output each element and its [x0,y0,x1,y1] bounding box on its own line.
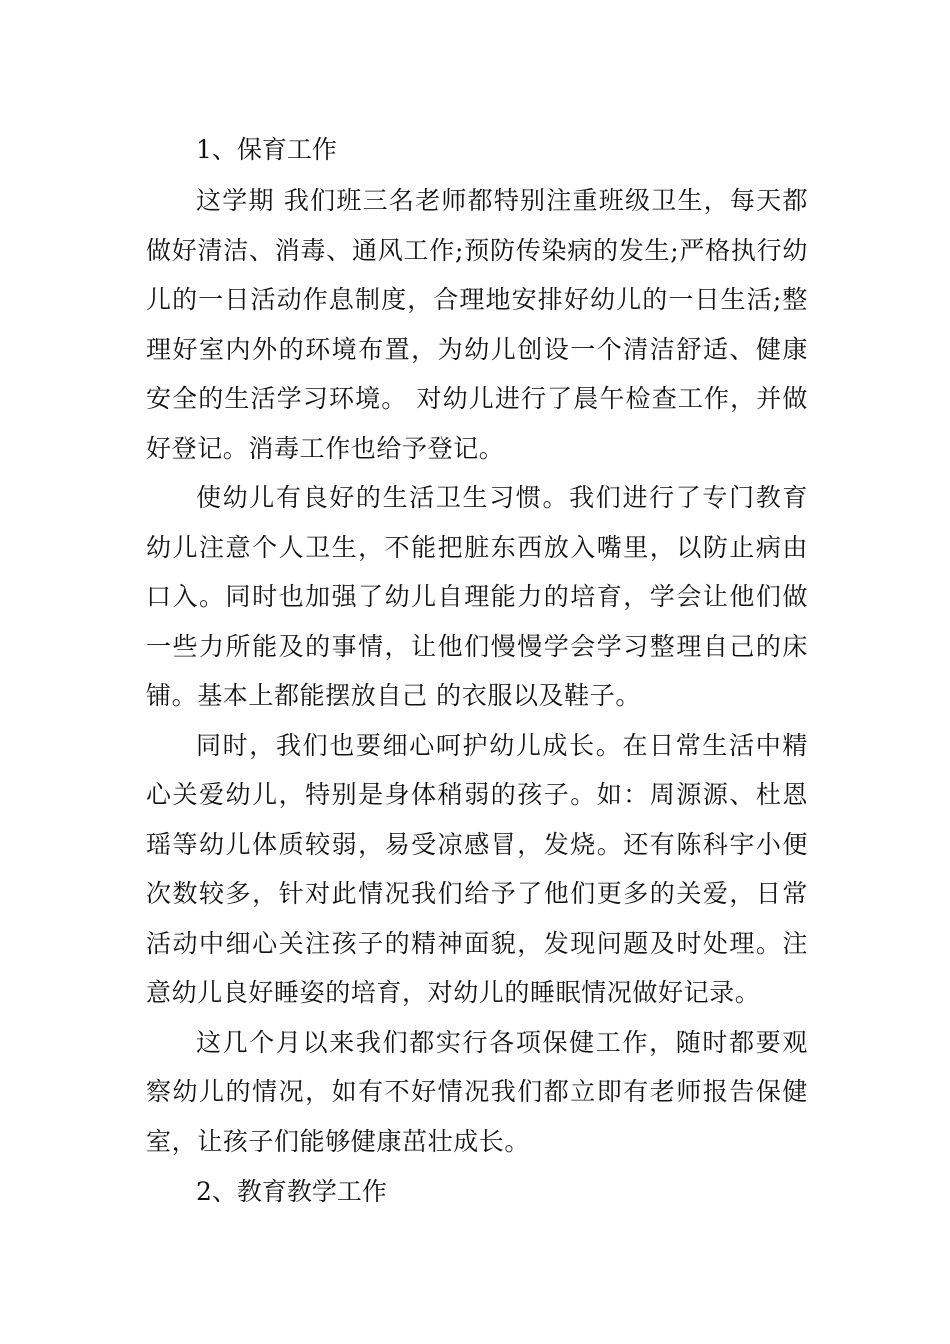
paragraph-care: 同时，我们也要细心呵护幼儿成长。在日常生活中精心关爱幼儿，特别是身体稍弱的孩子。如：周源源、杜恩瑶等幼儿体质较弱，易受凉感冒，发烧。还有陈科宇小便次数较多，针对此情况我们给予了他们更多的关爱，日常活动中细心关注孩子的精神面貌，发现问题及时处理。注意幼儿良好睡姿的培育，对幼儿的睡眠情况做好记录。 [146,730,808,1007]
section-heading-childcare: 1、保育工作 [196,135,337,164]
document-page [146,124,808,1218]
paragraph-habits: 使幼儿有良好的生活卫生习惯。我们进行了专门教育幼儿注意个人卫生，不能把脏东西放入嘴里，以防止病由口入。同时也加强了幼儿自理能力的培育，学会让他们做一些力所能及的事情，让他们慢慢学会学习整理自己的床铺。基本上都能摆放自己 的衣服以及鞋子。 [146,483,808,710]
section-heading-education: 2、教育教学工作 [196,1177,387,1206]
paragraph-hygiene: 这学期 我们班三名老师都特别注重班级卫生，每天都做好清洁、消毒、通风工作;预防传染病的发生;严格执行幼儿的一日活动作息制度，合理地安排好幼儿的一日生活;整理好室内外的环境布置，为幼儿创设一个清洁舒适、健康安全的生活学习环境。 对幼儿进行了晨午检查工作，并做好登记。消毒工作也给予登记。 [146,186,808,463]
paragraph-health: 这几个月以来我们都实行各项保健工作，随时都要观察幼儿的情况，如有不好情况我们都立即有老师报告保健室，让孩子们能够健康茁壮成长。 [146,1027,808,1156]
